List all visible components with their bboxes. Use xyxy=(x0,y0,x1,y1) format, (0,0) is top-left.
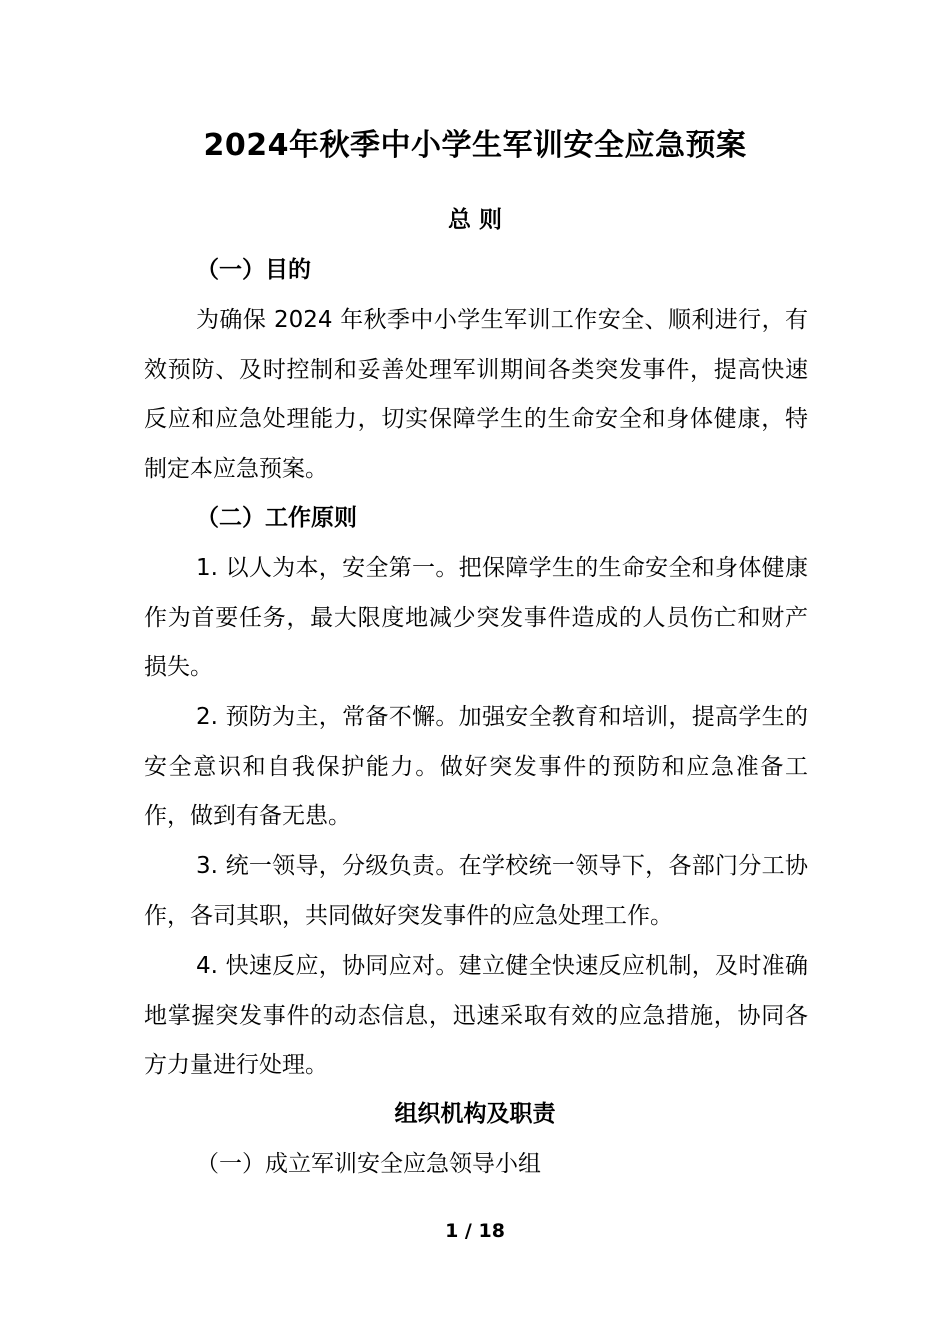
paragraph-purpose: 为确保 2024 年秋季中小学生军训工作安全、顺利进行，有效预防、及时控制和妥善处理军训期间各类突发事件，提高快速反应和应急处理能力，切实保障学生的生命安全和身体健康，特制定本应急预案。 xyxy=(144,307,808,482)
paragraph-principle-4: 4. 快速反应，协同应对。建立健全快速反应机制，及时准确地掌握突发事件的动态信息，迅速采取有效的应急措施，协同各方力量进行处理。 xyxy=(144,953,808,1079)
sub-heading-purpose: （一）目的 xyxy=(196,257,311,283)
sub-heading-leadership-group: （一）成立军训安全应急领导小组 xyxy=(196,1151,541,1177)
document-title: 2024年秋季中小学生军训安全应急预案 xyxy=(203,128,747,163)
page-number: 1 / 18 xyxy=(445,1220,505,1242)
sub-heading-principles: （二）工作原则 xyxy=(196,505,357,531)
section-heading-organization: 组织机构及职责 xyxy=(394,1101,556,1127)
paragraph-principle-1: 1. 以人为本，安全第一。把保障学生的生命安全和身体健康作为首要任务，最大限度地减少突发事件造成的人员伤亡和财产损失。 xyxy=(144,555,808,681)
section-heading-general: 总 则 xyxy=(447,207,502,233)
paragraph-principle-2: 2. 预防为主，常备不懈。加强安全教育和培训，提高学生的安全意识和自我保护能力。做好突发事件的预防和应急准备工作，做到有备无患。 xyxy=(144,704,808,830)
paragraph-principle-3: 3. 统一领导，分级负责。在学校统一领导下，各部门分工协作，各司其职，共同做好突发事件的应急处理工作。 xyxy=(144,853,808,929)
